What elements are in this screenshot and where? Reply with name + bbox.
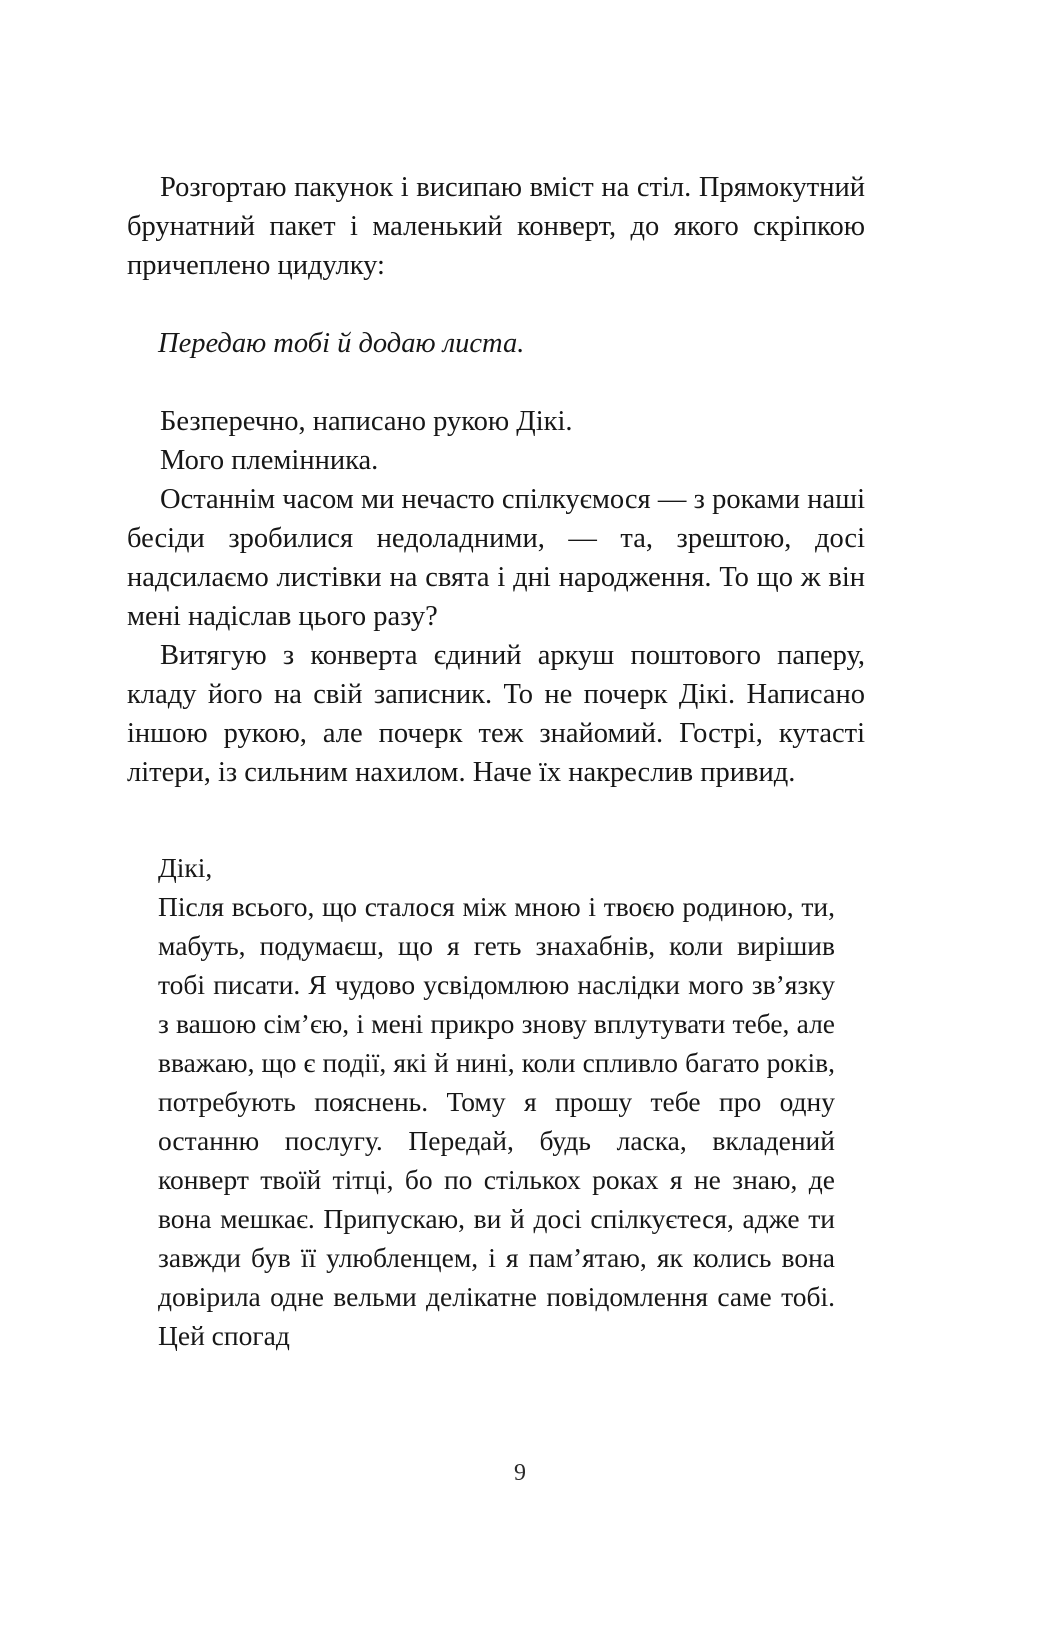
page-number: 9 bbox=[514, 1460, 526, 1486]
paragraph-letter-sheet: Витягую з конверта єдиний аркуш поштового паперу, кладу його на свій записник. То не почерк Дікі. Написано іншою рукою, але почерк теж знайомий. Гострі, кутасті літери, із сильним нахилом. Наче їх накреслив привид. bbox=[127, 640, 865, 788]
letter-salutation: Дікі, bbox=[158, 852, 213, 883]
paragraph-recent-contact: Останнім часом ми нечасто спілкуємося — з роками наші бесіди зробилися недоладними, — та, зрештою, досі надсилаємо листівки на свята і дні народження. То що ж він мені надіслав цього разу? bbox=[127, 484, 865, 632]
letter-body-paragraph: Після всього, що сталося між мною і твоєю родиною, ти, мабуть, подумаєш, що я геть знахабнів, коли вирішив тобі писати. Я чудово усвідомлюю наслідки мого зв’язку з вашою сім’єю, і мені прикро знову вплутувати тебе, але вважаю, що є події, які й нині, коли спливло багато років, потребують пояснень. Тому я прошу тебе про одну останню послугу. Передай, будь ласка, вкладений конверт твоїй тітці, бо по стількох роках я не знаю, де вона мешкає. Припускаю, ви й досі спілкуєтеся, адже ти завжди був її улюбленцем, і я пам’ятаю, як колись вона довірила одне вельми делікатне повідомлення саме тобі. Цей спогад bbox=[158, 891, 835, 1351]
paragraph-opening: Розгортаю пакунок і висипаю вміст на стіл. Прямокутний брунатний пакет і маленький конверт, до якого скріпкою причеплено цидулку: bbox=[127, 172, 865, 281]
handwritten-note-line: Передаю тобі й додаю листа. bbox=[158, 328, 525, 359]
main-text-column bbox=[127, 168, 865, 792]
spacer-before-note bbox=[127, 285, 865, 324]
inset-letter-block bbox=[158, 848, 835, 1355]
paragraph-handwriting-recognition: Безперечно, написано рукою Дікі. bbox=[160, 406, 573, 437]
spacer-after-note bbox=[127, 363, 865, 402]
paragraph-nephew: Мого племінника. bbox=[160, 445, 379, 476]
